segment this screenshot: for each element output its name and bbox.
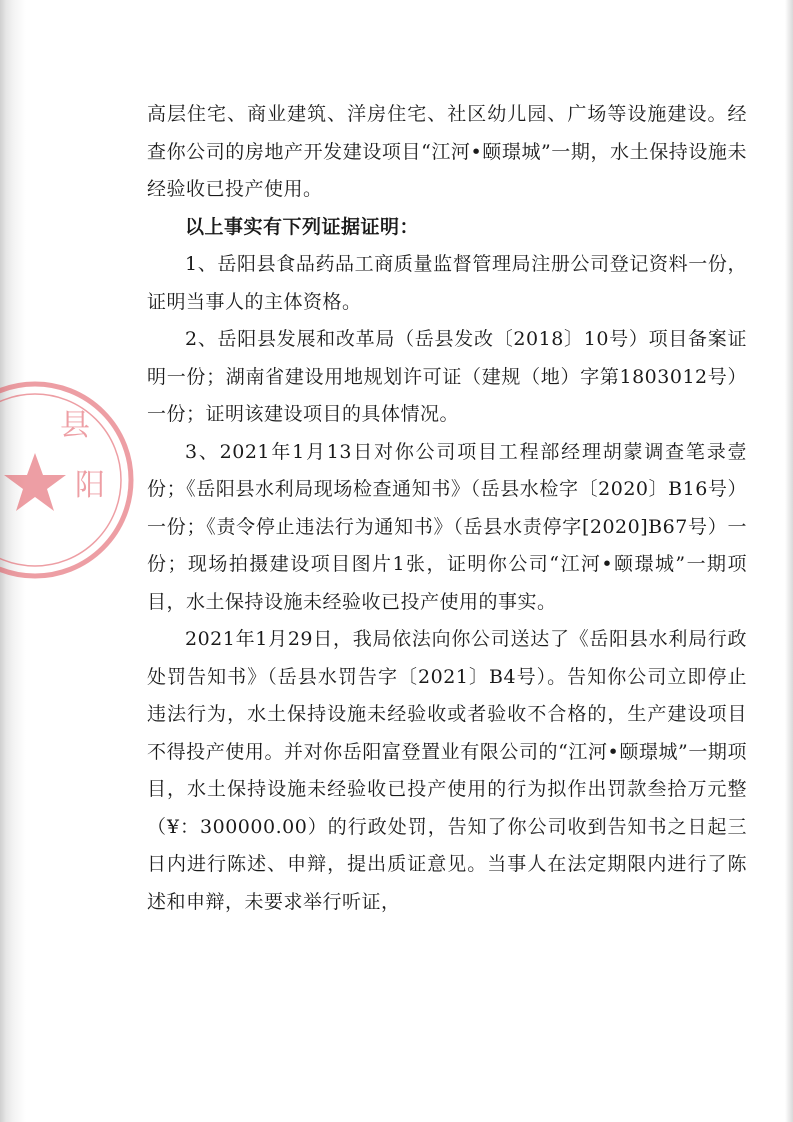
paragraph-notice: 2021年1月29日，我局依法向你公司送达了《岳阳县水利局行政处罚告知书》（岳县水罚告字〔2021〕B4号）。告知你公司立即停止违法行为，水土保持设施未经验收或者验收不合格的，生产建设项目不得投产使用。并对你岳阳富登置业有限公司的“江河•颐璟城”一期项目，水土保持设施未经验收已投产使用的行为拟作出罚款叁拾万元整（¥：300000.00）的行政处罚，告知了你公司收到告知书之日起三日内进行陈述、申辩，提出质证意见。当事人在法定期限内进行了陈述和申辩，未要求举行听证， [147,628,747,913]
evidence-item-3: 3、2021年1月13日对你公司项目工程部经理胡蒙调查笔录壹份；《岳阳县水利局现场检查通知书》（岳县水检字〔2020〕B16号）一份；《责令停止违法行为通知书》（岳县水责停字[2020]B67号）一份；现场拍摄建设项目图片1张，证明你公司“江河•颐璟城”一期项目，水土保持设施未经验收已投产使用的事实。 [147,440,747,613]
evidence-heading: 以上事实有下列证据证明： [185,215,420,238]
official-seal-stamp [0,375,140,585]
paragraph-facts: 高层住宅、商业建筑、洋房住宅、社区幼儿园、广场等设施建设。经查你公司的房地产开发建设项目“江河•颐璟城”一期，水土保持设施未经验收已投产使用。 [147,103,747,200]
seal-fragment-1: 县 [60,408,90,443]
evidence-item-2: 2、岳阳县发展和改革局（岳县发改〔2018〕10号）项目备案证明一份；湖南省建设用地规划许可证（建规（地）字第1803012号）一份；证明该建设项目的具体情况。 [147,328,747,425]
seal-star-icon [4,453,66,511]
document-body [147,96,747,921]
seal-fragment-2: 阳 [75,468,105,503]
evidence-item-1: 1、岳阳县食品药品工商质量监督管理局注册公司登记资料一份，证明当事人的主体资格。 [147,253,747,313]
scan-right-edge [785,0,793,1122]
